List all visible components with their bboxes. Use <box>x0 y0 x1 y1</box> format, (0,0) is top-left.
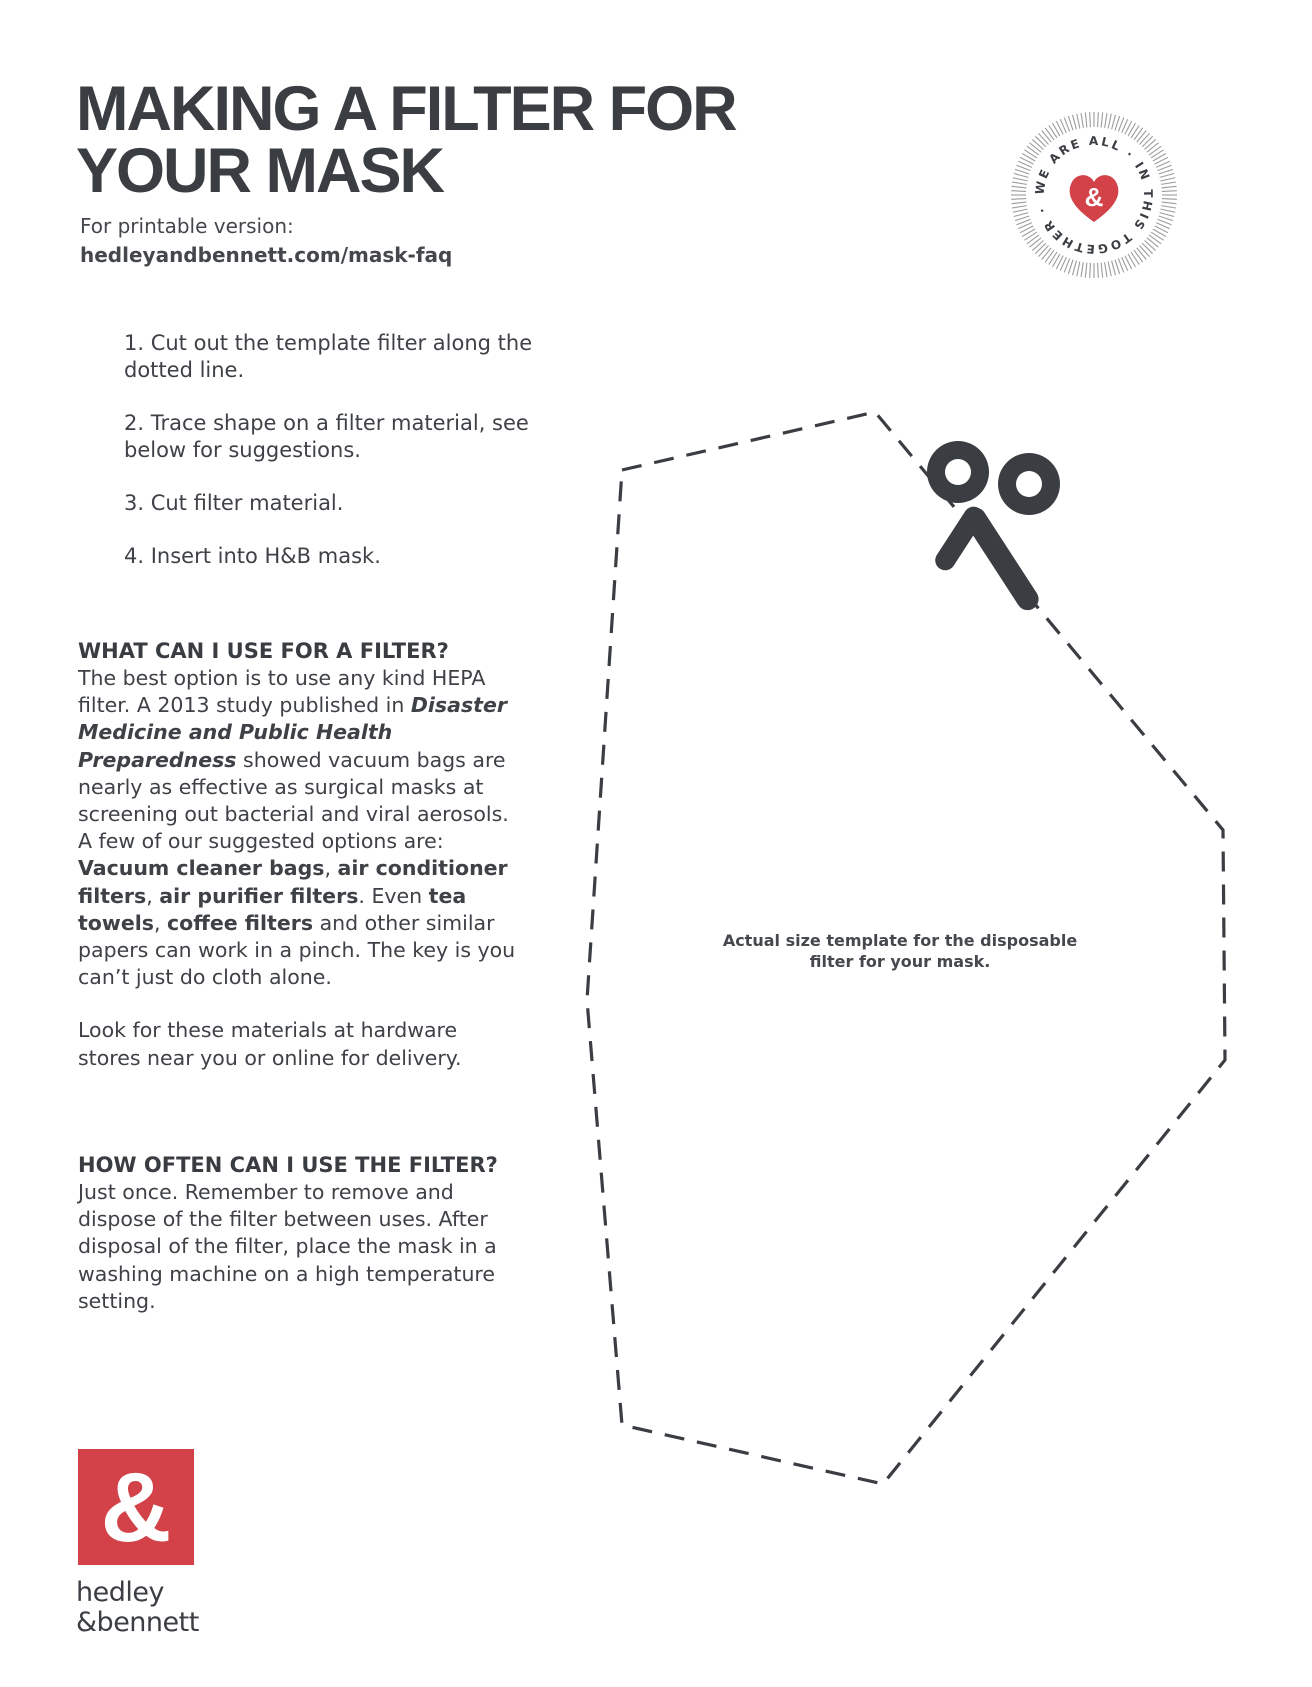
brand-logo <box>78 1449 194 1565</box>
faq-how-often-body: Just once. Remember to remove and dispose of the filter between uses. After disposal of the filter, place the mask in a washing machine on a high temperature setting. <box>78 1180 497 1313</box>
scissors-icon <box>927 441 1060 614</box>
journal-title: Disaster Medicine and Public Health Preparedness <box>78 693 507 772</box>
step-item: 2. Trace shape on a filter material, see below for suggestions. <box>124 411 529 462</box>
title-line-2: YOUR MASK <box>76 136 444 206</box>
step-item: 4. Insert into H&B mask. <box>124 544 381 568</box>
step-item: 3. Cut filter material. <box>124 491 344 515</box>
badge-text: WE ARE ALL · IN THIS TOGETHER · <box>1032 133 1156 257</box>
step-item: 1. Cut out the template filter along the dotted line. <box>124 331 533 382</box>
wordmark-line-2: &bennett <box>76 1607 199 1638</box>
faq-what-filter-note: Look for these materials at hardware stores near you or online for delivery. <box>78 1018 462 1070</box>
printable-label: For printable version: <box>80 214 294 238</box>
printable-url[interactable]: hedleyandbennett.com/mask-faq <box>80 243 453 267</box>
template-caption: Actual size template for the disposable filter for your mask. <box>722 931 1078 971</box>
wordmark-line-1: hedley <box>76 1577 164 1608</box>
logo-ampersand: & <box>100 1452 172 1562</box>
title-line-1: MAKING A FILTER FOR <box>76 74 736 144</box>
brand-wordmark <box>76 1578 199 1638</box>
badge-ampersand: & <box>1084 182 1104 212</box>
faq-how-often-heading: HOW OFTEN CAN I USE THE FILTER? <box>78 1153 498 1177</box>
faq-what-filter-heading: WHAT CAN I USE FOR A FILTER? <box>78 639 449 663</box>
faq-what-filter-body: The best option is to use any kind HEPA filter. A 2013 study published in Disaster Medicine and Public Health Preparedness showed vacuum bags are nearly as effective as surgical masks at screening out bacterial and viral aerosols. A few of our suggested options are: Vacuum cleaner bags, air conditioner filters, air purifier filters. Even tea towels, coffee filters and other similar papers can work in a pinch. The key is you can’t just do cloth alone. <box>78 666 516 990</box>
